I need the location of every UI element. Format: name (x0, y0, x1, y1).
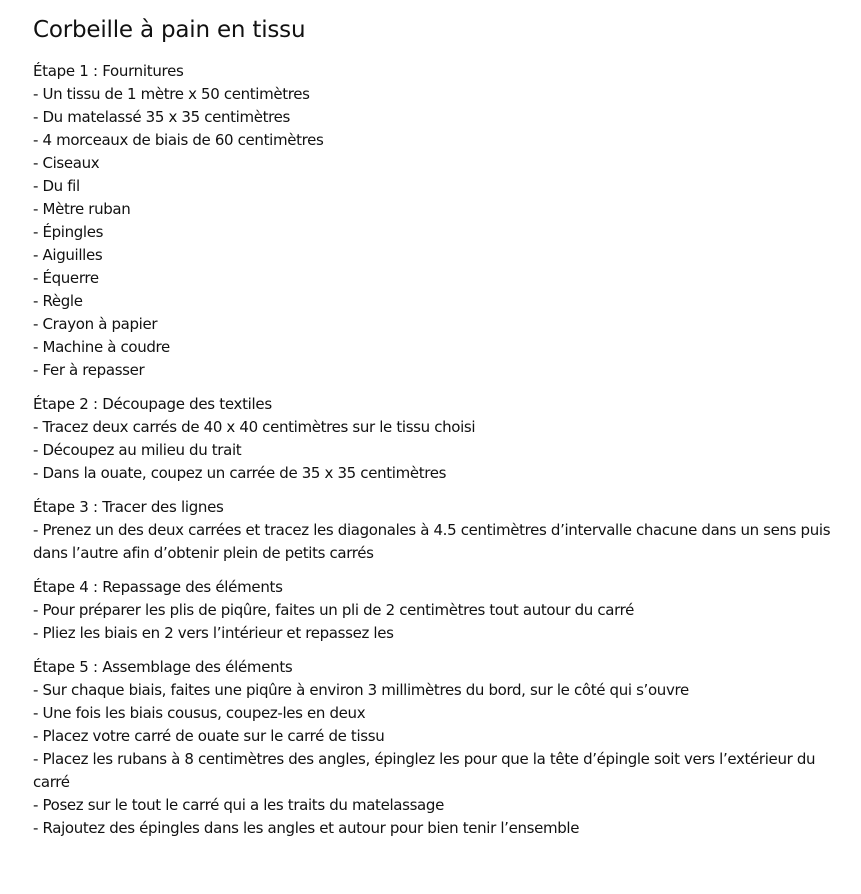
instruction-list (33, 519, 833, 565)
list-item: - Dans la ouate, coupez un carrée de 35 x 35 centimètres (33, 464, 447, 482)
list-item: - Placez votre carré de ouate sur le carré de tissu (33, 727, 385, 745)
list-item: - Un tissu de 1 mètre x 50 centimètres (33, 85, 310, 103)
list-item: - Rajoutez des épingles dans les angles et autour pour bien tenir l’ensemble (33, 819, 580, 837)
section-step-2 (33, 393, 833, 485)
section-step-5 (33, 656, 833, 840)
section-step-3 (33, 496, 833, 565)
list-item: - Pour préparer les plis de piqûre, faites un pli de 2 centimètres tout autour du carré (33, 601, 635, 619)
section-heading: Étape 2 : Découpage des textiles (33, 395, 272, 413)
list-item: - Posez sur le tout le carré qui a les traits du matelassage (33, 796, 444, 814)
list-item: - Placez les rubans à 8 centimètres des angles, épinglez les pour que la tête d’épingle soit vers l’extérieur du carré (33, 750, 816, 791)
list-item: - Prenez un des deux carrées et tracez les diagonales à 4.5 centimètres d’intervalle chacune dans un sens puis dans l’autre afin d’obtenir plein de petits carrés (33, 521, 831, 562)
list-item: - Aiguilles (33, 246, 103, 264)
document-title: Corbeille à pain en tissu (33, 17, 306, 43)
list-item: - Épingles (33, 223, 104, 241)
instruction-list (33, 679, 833, 840)
list-item: - Ciseaux (33, 154, 100, 172)
list-item: - Fer à repasser (33, 361, 145, 379)
list-item: - Une fois les biais cousus, coupez-les en deux (33, 704, 366, 722)
section-heading: Étape 4 : Repassage des éléments (33, 578, 283, 596)
section-step-4 (33, 576, 833, 645)
section-heading: Étape 3 : Tracer des lignes (33, 498, 224, 516)
list-item: - Mètre ruban (33, 200, 131, 218)
list-item: - Pliez les biais en 2 vers l’intérieur et repassez les (33, 624, 394, 642)
list-item: - Du matelassé 35 x 35 centimètres (33, 108, 290, 126)
instruction-list (33, 599, 833, 645)
list-item: - Du fil (33, 177, 80, 195)
list-item: - Découpez au milieu du trait (33, 441, 242, 459)
list-item: - Crayon à papier (33, 315, 158, 333)
list-item: - Tracez deux carrés de 40 x 40 centimètres sur le tissu choisi (33, 418, 476, 436)
list-item: - Machine à coudre (33, 338, 170, 356)
list-item: - 4 morceaux de biais de 60 centimètres (33, 131, 324, 149)
section-heading: Étape 1 : Fournitures (33, 62, 184, 80)
list-item: - Règle (33, 292, 83, 310)
section-step-1 (33, 60, 833, 382)
list-item: - Sur chaque biais, faites une piqûre à environ 3 millimètres du bord, sur le côté qui s’ouvre (33, 681, 689, 699)
list-item: - Équerre (33, 269, 99, 287)
instruction-list (33, 416, 833, 485)
document (33, 14, 833, 851)
section-heading: Étape 5 : Assemblage des éléments (33, 658, 293, 676)
supply-list (33, 83, 833, 382)
